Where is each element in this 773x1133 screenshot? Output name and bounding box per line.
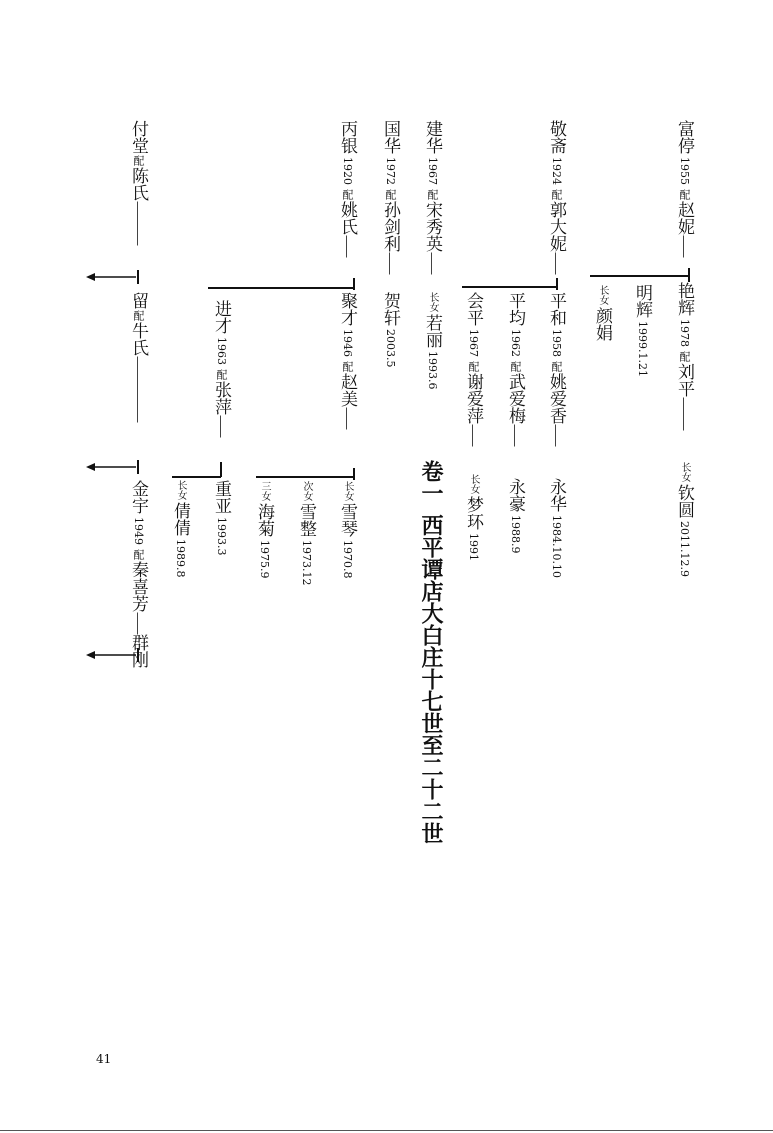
entry-yanjuan: 长女颜娟	[592, 285, 612, 341]
title-text: 西平谭店大白庄十七世至二十二世	[418, 514, 443, 844]
connector-line	[353, 468, 355, 480]
entry-hexuan: 贺轩2003.5	[380, 292, 400, 368]
entry-yanhui: 艳辉1978配刘平———	[674, 282, 694, 430]
entry-zhongya: 重亚1993.3	[211, 480, 231, 556]
entry-liu: 留配牛氏——————	[128, 292, 148, 422]
connector-line	[688, 268, 690, 282]
entry-huiping: 会平1967配谢爱萍——	[463, 292, 483, 446]
entry-jincai: 进才1963配张萍——	[211, 300, 231, 437]
connector-line	[590, 275, 688, 277]
page-title	[418, 460, 442, 844]
entry-pingjun: 平均1962配武爱梅——	[505, 292, 525, 446]
entry-jinyu: 金宇1949配秦喜芳——群刚	[128, 480, 148, 668]
entry-yonghua: 永华1984.10.10	[546, 478, 566, 578]
entry-ruoli: 长女若丽1993.6	[422, 292, 442, 390]
page-bottom-border	[0, 1130, 773, 1131]
arrow-left-icon	[86, 271, 136, 283]
entry-jianhua: 建华1967配宋秀英——	[422, 120, 442, 274]
arrow-left-icon	[86, 461, 136, 473]
entry-minghui: 明辉1999.1.21	[632, 284, 652, 377]
connector-line	[462, 286, 556, 288]
entry-xueqin: 长女雪琴1970.8	[337, 481, 357, 579]
entry-pinghe: 平和1958配姚爱香——	[546, 292, 566, 446]
connector-line	[353, 278, 355, 290]
entry-qianqian: 长女倩倩1989.8	[170, 480, 190, 578]
connector-line	[172, 476, 221, 478]
entry-menghuan: 长女梦环1991	[463, 474, 483, 561]
connector-line	[556, 278, 558, 290]
entry-futang: 付堂配陈氏————	[128, 120, 148, 245]
entry-jucai: 聚才1946配赵美——	[337, 292, 357, 429]
page-number: 41	[96, 1052, 112, 1066]
entry-haiju: 三女海菊1975.9	[254, 481, 274, 579]
entry-futing: 富停1955配赵妮——	[674, 120, 694, 257]
entry-jingzhai: 敬斋1924配郭大妮——	[546, 120, 566, 274]
entry-guohua: 国华1972配孙剑利——	[380, 120, 400, 274]
connector-line	[256, 476, 354, 478]
entry-xuezheng: 次女雪整1973.12	[296, 481, 316, 586]
connector-line	[220, 462, 222, 477]
connector-line	[208, 287, 354, 289]
entry-qinyuan: 长女钦圆2011.12.9	[674, 462, 694, 577]
connector-line	[137, 270, 139, 284]
title-volume: 卷一	[418, 460, 443, 504]
connector-line	[137, 460, 139, 474]
entry-bingyin: 丙银1920配姚氏——	[337, 120, 357, 257]
entry-yonghao: 永豪1988.9	[505, 478, 525, 554]
